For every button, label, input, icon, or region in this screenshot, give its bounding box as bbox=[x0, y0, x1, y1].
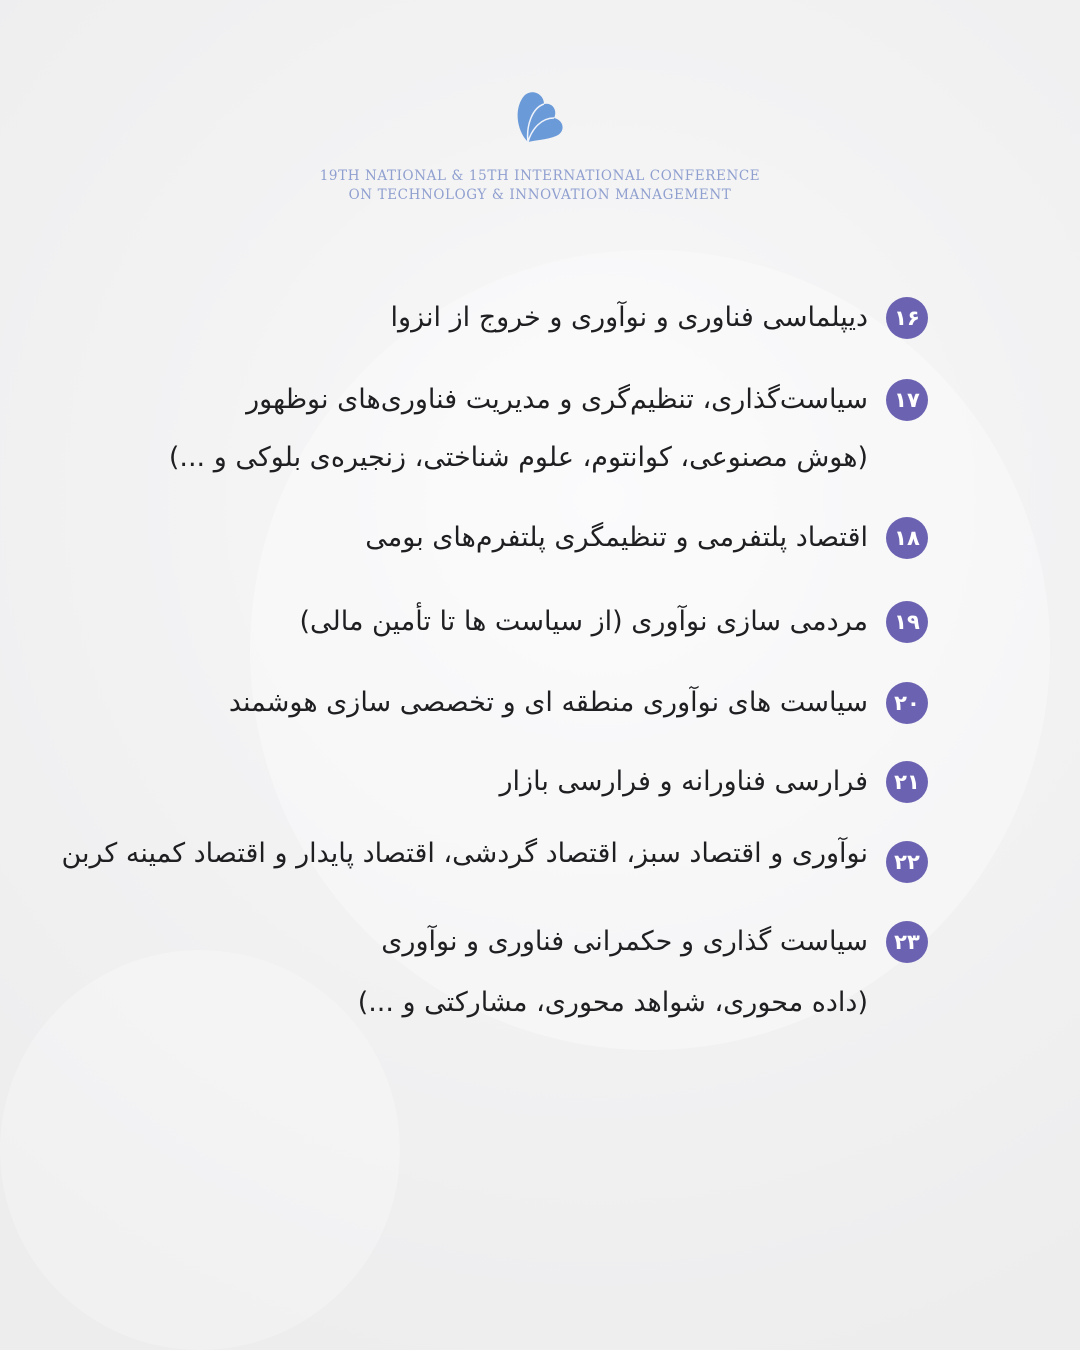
topic-number-badge: ۱۶ bbox=[886, 297, 928, 339]
topic-title: نوآوری و اقتصاد سبز، اقتصاد گردشی، اقتصاد پایدار و اقتصاد کمینه کربن bbox=[61, 838, 868, 869]
topic-title: سیاست گذاری و حکمرانی فناوری و نوآوری bbox=[381, 926, 868, 957]
topic-number-badge: ۲۰ bbox=[886, 682, 928, 724]
topic-number-badge: ۲۲ bbox=[886, 841, 928, 883]
topic-title: فرارسی فناورانه و فرارسی بازار bbox=[499, 766, 868, 797]
conference-title-line1: 19TH NATIONAL & 15TH INTERNATIONAL CONFERENCE bbox=[319, 168, 761, 184]
topic-number-badge: ۱۷ bbox=[886, 379, 928, 421]
topic-title: اقتصاد پلتفرمی و تنظیمگری پلتفرم‌های بومی bbox=[365, 522, 868, 553]
topic-number-badge: ۱۸ bbox=[886, 517, 928, 559]
topic-number-badge: ۲۳ bbox=[886, 921, 928, 963]
conference-logo-icon bbox=[514, 90, 566, 146]
conference-title-line2: ON TECHNOLOGY & INNOVATION MANAGEMENT bbox=[348, 187, 732, 203]
topic-title: دیپلماسی فناوری و نوآوری و خروج از انزوا bbox=[390, 302, 868, 333]
topic-subtitle: (داده محوری، شواهد محوری، مشارکتی و ...) bbox=[357, 987, 868, 1018]
topic-number-badge: ۲۱ bbox=[886, 761, 928, 803]
topic-title: مردمی سازی نوآوری (از سیاست ها تا تأمین مالی) bbox=[299, 606, 868, 637]
topic-subtitle: (هوش مصنوعی، کوانتوم، علوم شناختی، زنجیره‌ی بلوکی و ...) bbox=[168, 442, 868, 473]
topic-number-badge: ۱۹ bbox=[886, 601, 928, 643]
topic-title: سیاست های نوآوری منطقه ای و تخصصی سازی هوشمند bbox=[228, 687, 868, 718]
topic-title: سیاست‌گذاری، تنظیم‌گری و مدیریت فناوری‌های نوظهور bbox=[246, 384, 868, 415]
